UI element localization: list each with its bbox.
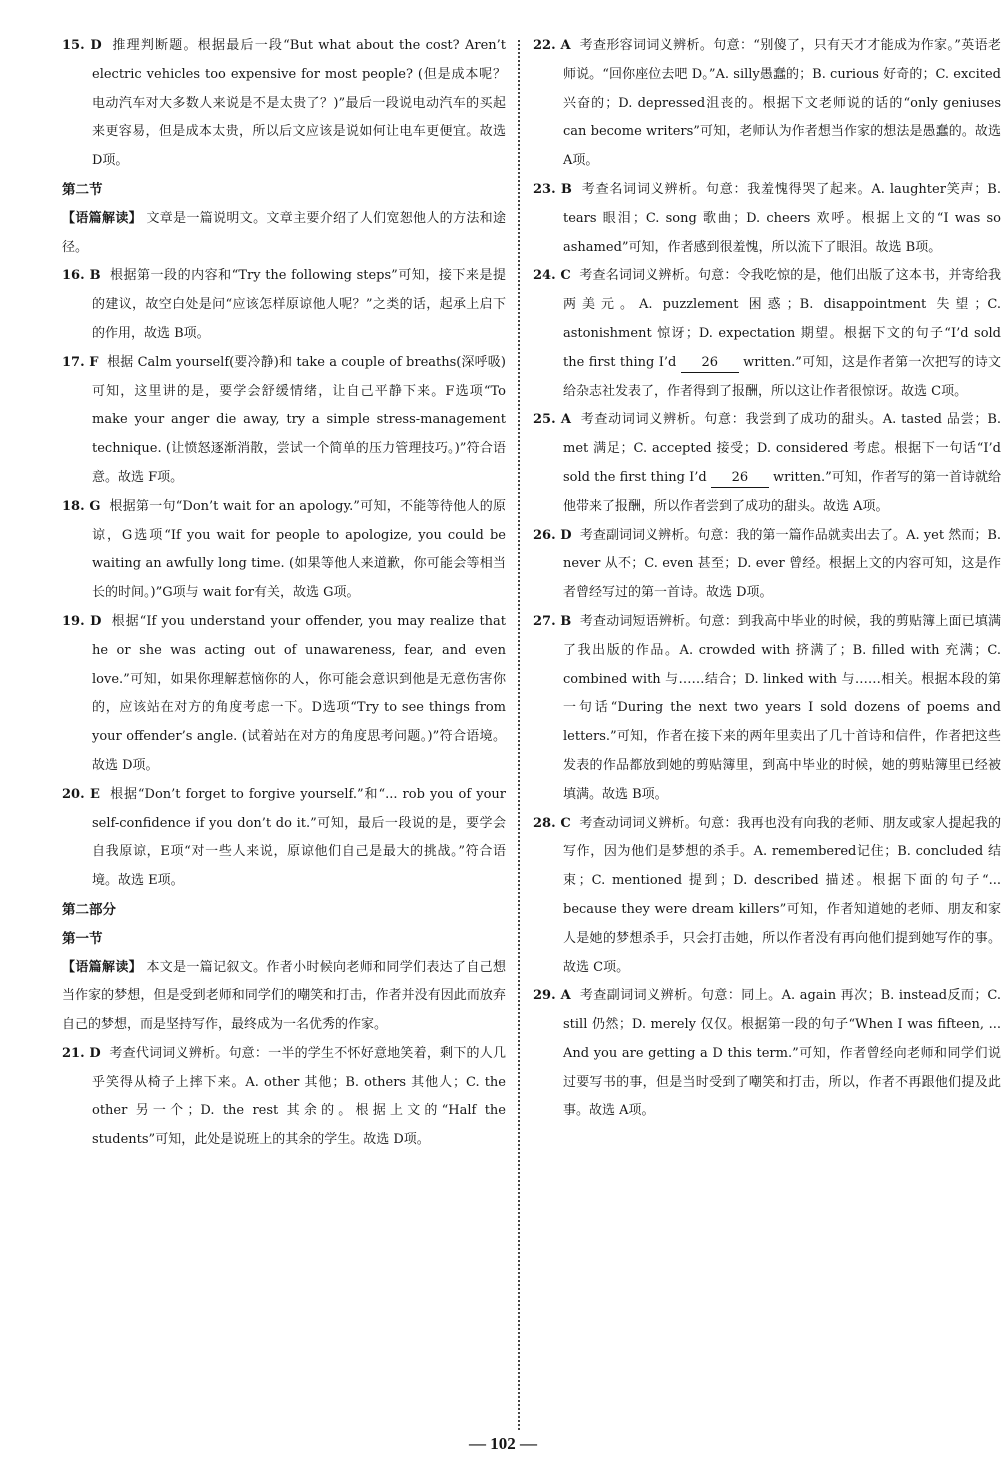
answer-28 bbox=[533, 810, 1001, 983]
answer-text: 根据第一段的内容和“Try the following steps”可知，接下来是提的建议，故空白处是问“应该怎样原谅他人呢？”之类的话，起承上启下的作用，故选 B项。 bbox=[92, 268, 506, 341]
answer-16 bbox=[62, 262, 506, 348]
analysis-tag: 【语篇解读】 bbox=[62, 959, 142, 975]
answer-text: 考查动词词义辨析。句意：我尝到了成功的甜头。A. tasted 品尝；B. met 满足；C. accepted 接受；D. considered 考虑。根据下一句话“I’d sold the first thing I’d bbox=[563, 412, 1002, 485]
analysis-text: 本文是一篇记叙文。作者小时候向老师和同学们表达了自己想当作家的梦想，但是受到老师和同学们的嘲笑和打击，作者并没有因此而放弃自己的梦想，而是坚持写作，最终成为一名优秀的作家。 bbox=[62, 959, 506, 1033]
answer-text: 考查副词词义辨析。句意：我的第一篇作品就卖出去了。A. yet 然而；B. never 从不；C. even 甚至；D. ever 曾经。根据上文的内容可知，这是作者曾经写过的第一首诗。故选 D项。 bbox=[563, 527, 1002, 601]
column-divider bbox=[518, 40, 520, 1430]
analysis-tag: 【语篇解读】 bbox=[62, 210, 142, 226]
section-heading: 第二节 bbox=[62, 181, 103, 198]
answer-29 bbox=[533, 982, 1001, 1126]
answer-text: 考查形容词词义辨析。句意：“别傻了，只有天才才能成为作家。”英语老师说。“回你座位去吧 D。”A. silly愚蠢的；B. curious 好奇的；C. excited 兴奋的；D. depressed沮丧的。根据下文老师说的话的“only geniuses can become writers”可知，老师认为作者想当作家的想法是愚蠢的。故选 A项。 bbox=[563, 38, 1002, 169]
right-column bbox=[533, 32, 1001, 1126]
answer-text: 考查副词词义辨析。句意：同上。A. again 再次；B. instead反而；C. still 仍然；D. merely 仅仅。根据第一段的句子“When I was fifteen, ... And you are getting a D this term.”可知，作者曾经向老师和同学们说过要写书的事，但是当时受到了嘲笑和打击，所以，作者不再跟他们提及此事。故选 A项。 bbox=[563, 988, 1002, 1119]
answer-21 bbox=[62, 1040, 506, 1155]
answer-number: 24. C bbox=[533, 268, 571, 284]
answer-text: 考查动词词义辨析。句意：我再也没有向我的老师、朋友或家人提起我的写作，因为他们是梦想的杀手。A. remembered记住；B. concluded 结束；C. mentioned 提到；D. described 描述。根据下面的句子“... because they were dream killers”可知，作者知道她的老师、朋友和家人是她的梦想杀手，只会打击她，所以作者没有再向他们提到她写作的事。故选 C项。 bbox=[563, 815, 1001, 975]
answer-20 bbox=[62, 781, 506, 896]
answer-number: 28. C bbox=[533, 815, 571, 831]
answer-27 bbox=[533, 608, 1001, 810]
answer-number: 19. D bbox=[62, 613, 102, 629]
answer-17 bbox=[62, 349, 506, 493]
answer-number: 23. B bbox=[533, 181, 572, 197]
blank-number: 26 bbox=[711, 469, 769, 488]
answer-number: 20. E bbox=[62, 786, 100, 802]
answer-text-continued: written.”可知，作者写的第一首诗就给他带来了报酬，所以作者尝到了成功的甜头。故选 A项。 bbox=[563, 469, 1001, 514]
answer-text: 根据“Don’t forget to forgive yourself.”和“... rob you of your self-confidence if you don’t do it.”可知，最后一段说的是，要学会自我原谅，E项“对一些人来说，原谅他们自己是最大的挑战。”符合语境。故选 E项。 bbox=[92, 786, 507, 889]
answer-number: 16. B bbox=[62, 268, 101, 284]
answer-text: 推理判断题。根据最后一段“But what about the cost? Aren’t electric vehicles too expensive for most people? (但是成本呢？电动汽车对大多数人来说是不是太贵了？)”最后一段说电动汽车的买起来更容易，但是成本太贵，所以后文应该是说如何让电车更便宜。故选 D项。 bbox=[92, 38, 507, 169]
answer-number: 17. F bbox=[62, 354, 99, 370]
answer-15 bbox=[62, 32, 506, 176]
answer-text: 考查动词短语辨析。句意：到我高中毕业的时候，我的剪贴簿上面已填满了我出版的作品。A. crowded with 挤满了；B. filled with 充满；C. combined with 与……结合；D. linked with 与……相关。根据本段的第一句话“During the next two years I sold dozens of poems and letters.”可知，作者在接下来的两年里卖出了几十首诗和信件，作者把这些发表的作品都放到她的剪贴簿里，到高中毕业的时候，她的剪贴簿里已经被填满。故选 B项。 bbox=[563, 613, 1001, 802]
blank-number: 26 bbox=[681, 354, 739, 373]
answer-19 bbox=[62, 608, 506, 781]
answer-text: 考查名词词义辨析。句意：我羞愧得哭了起来。A. laughter笑声；B. tears 眼泪；C. song 歌曲；D. cheers 欢呼。根据上文的“I was so ashamed”可知，作者感到很羞愧，所以流下了眼泪。故选 B项。 bbox=[563, 181, 1001, 255]
page-number: — 102 — bbox=[469, 1434, 537, 1453]
answer-number: 29. A bbox=[533, 988, 571, 1004]
answer-number: 22. A bbox=[533, 38, 571, 53]
answer-24 bbox=[533, 262, 1001, 406]
answer-text: 根据“If you understand your offender, you may realize that he or she was acting out of unawareness, fear, and even love.”可知，如果你理解惹恼你的人，你可能会意识到他是无意伤害你的，应该站在对方的角度考虑一下。D选项“Try to see things from your offender’s angle. (试着站在对方的角度思考问题。)”符合语境。故选 D项。 bbox=[92, 613, 507, 773]
analysis-text: 文章是一篇说明文。文章主要介绍了人们宽恕他人的方法和途径。 bbox=[62, 210, 506, 255]
answer-text: 考查名词词义辨析。句意：令我吃惊的是，他们出版了这本书，并寄给我两美元。A. puzzlement 困惑；B. disappointment 失望；C. astonishment 惊讶；D. expectation 期望。根据下文的句子“I’d sold the first thing I’d bbox=[563, 268, 1001, 370]
answer-number: 21. D bbox=[62, 1045, 101, 1061]
left-column bbox=[62, 32, 506, 1155]
answer-number: 25. A bbox=[533, 412, 571, 428]
passage-analysis bbox=[62, 205, 506, 263]
answer-22 bbox=[533, 32, 1001, 176]
passage-analysis bbox=[62, 954, 506, 1040]
answer-text: 根据第一句“Don’t wait for an apology.”可知，不能等待他人的原谅，G选项“If you wait for people to apologize, you could be waiting an awfully long time. (如果等他人来道歉，你可能会等相当长的时间。)”G项与 wait for有关，故选 G项。 bbox=[92, 498, 507, 601]
answer-text-continued: written.”可知，这是作者第一次把写的诗文给杂志社发表了，作者得到了报酬，所以这让作者很惊讶。故选 C项。 bbox=[563, 354, 1001, 399]
answer-18 bbox=[62, 493, 506, 608]
answer-23 bbox=[533, 176, 1001, 262]
answer-text: 考查代词词义辨析。句意：一半的学生不怀好意地笑着，剩下的人几乎笑得从椅子上摔下来。A. other 其他；B. others 其他人；C. the other 另一个；D. the rest 其余的。根据上文的“Half the students”可知，此处是说班上的其余的学生。故选 D项。 bbox=[92, 1045, 507, 1148]
answer-26 bbox=[533, 522, 1001, 608]
answer-number: 27. B bbox=[533, 613, 572, 629]
answer-number: 15. D bbox=[62, 38, 102, 53]
section-heading: 第一节 bbox=[62, 930, 103, 947]
part-heading: 第二部分 bbox=[62, 901, 116, 918]
answer-number: 26. D bbox=[533, 527, 572, 543]
answer-25 bbox=[533, 406, 1001, 521]
answer-text: 根据 Calm yourself(要冷静)和 take a couple of breaths(深呼吸)可知，这里讲的是，要学会舒缓情绪，让自己平静下来。F选项“To make your anger die away, try a simple stress-management technique. (让愤怒逐渐消散，尝试一个简单的压力管理技巧。)”符合语意。故选 F项。 bbox=[92, 354, 507, 485]
answer-number: 18. G bbox=[62, 498, 101, 514]
